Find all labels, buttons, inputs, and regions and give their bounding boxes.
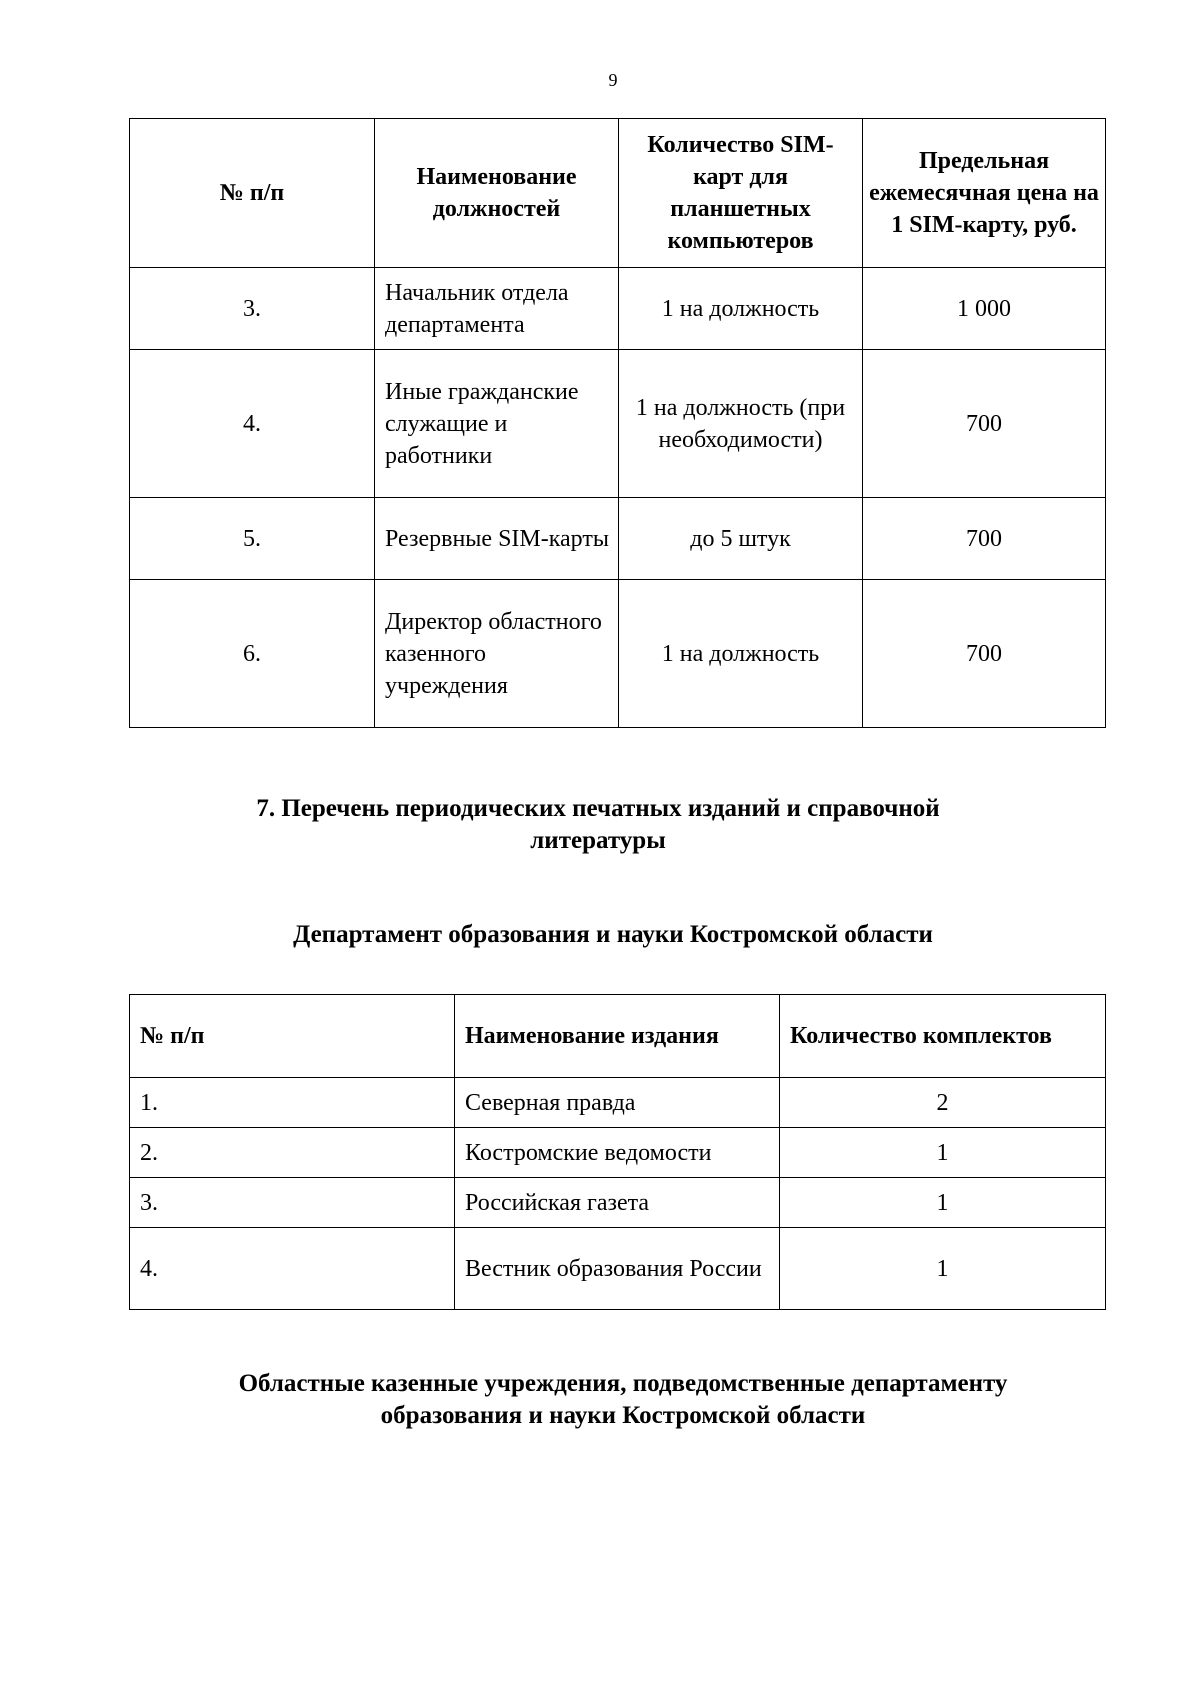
table-row	[130, 1078, 1106, 1128]
sim-cards-table	[129, 118, 1106, 728]
row-publication: Российская газета	[455, 1178, 780, 1228]
row-publication: Вестник образования России	[455, 1228, 780, 1310]
header-max-price: Предельная ежемесячная цена на 1 SIM-карту, руб.	[863, 119, 1106, 268]
row-number: 6.	[130, 580, 375, 728]
row-quantity: 1 на должность	[619, 580, 863, 728]
row-sets-count: 1	[780, 1228, 1106, 1310]
institutions-heading: Областные казенные учреждения, подведомственные департаменту образования и науки Костромской области	[238, 1370, 1008, 1429]
row-price: 700	[863, 350, 1106, 498]
table-row	[130, 580, 1106, 728]
row-position: Начальник отдела департамента	[375, 268, 619, 350]
publications-table	[129, 994, 1106, 1310]
table-row	[130, 1178, 1106, 1228]
header-position: Наименование должностей	[375, 119, 619, 268]
department-heading: Департамент образования и науки Костромской области	[293, 921, 933, 948]
row-position: Иные гражданские служащие и работники	[375, 350, 619, 498]
table-header-row	[130, 119, 1106, 268]
row-position: Резервные SIM-карты	[375, 498, 619, 580]
row-quantity: 1 на должность	[619, 268, 863, 350]
page-number: 9	[608, 70, 618, 90]
row-number: 2.	[130, 1128, 455, 1178]
table-row	[130, 1228, 1106, 1310]
header-sets-count: Количество комплектов	[780, 995, 1106, 1078]
row-price: 1 000	[863, 268, 1106, 350]
table-row	[130, 350, 1106, 498]
row-position: Директор областного казенного учреждения	[375, 580, 619, 728]
header-sim-quantity: Количество SIM-карт для планшетных компьютеров	[619, 119, 863, 268]
row-number: 4.	[130, 1228, 455, 1310]
row-number: 3.	[130, 1178, 455, 1228]
row-price: 700	[863, 580, 1106, 728]
row-sets-count: 1	[780, 1128, 1106, 1178]
row-publication: Северная правда	[455, 1078, 780, 1128]
table-row	[130, 1128, 1106, 1178]
row-sets-count: 1	[780, 1178, 1106, 1228]
row-price: 700	[863, 498, 1106, 580]
row-number: 4.	[130, 350, 375, 498]
table-row	[130, 268, 1106, 350]
row-number: 5.	[130, 498, 375, 580]
table-row	[130, 498, 1106, 580]
table-header-row	[130, 995, 1106, 1078]
row-sets-count: 2	[780, 1078, 1106, 1128]
header-publication-name: Наименование издания	[455, 995, 780, 1078]
header-number: № п/п	[130, 119, 375, 268]
section-7-heading: 7. Перечень периодических печатных изданий и справочной литературы	[256, 795, 940, 854]
row-quantity: 1 на должность (при необходимости)	[619, 350, 863, 498]
header-number: № п/п	[130, 995, 455, 1078]
row-number: 3.	[130, 268, 375, 350]
row-number: 1.	[130, 1078, 455, 1128]
row-publication: Костромские ведомости	[455, 1128, 780, 1178]
row-quantity: до 5 штук	[619, 498, 863, 580]
